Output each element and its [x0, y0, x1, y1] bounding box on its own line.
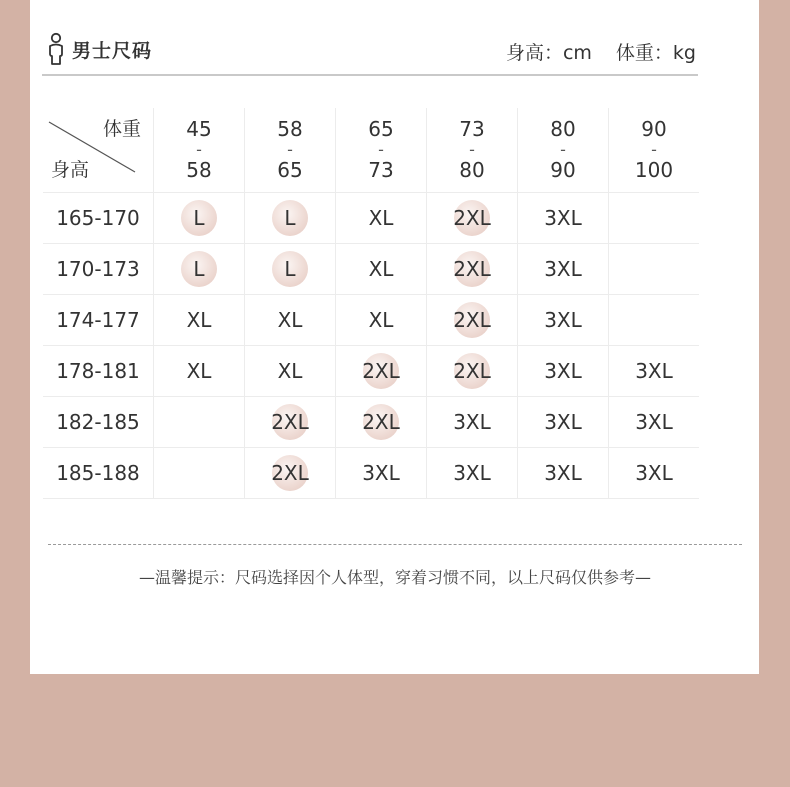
size-cell: [609, 346, 700, 397]
size-cell: [154, 397, 245, 448]
weight-to: 58: [186, 157, 212, 182]
height-unit-label: 身高：cm: [505, 42, 592, 64]
weight-separator: -: [469, 139, 475, 159]
weight-from: 73: [459, 116, 485, 141]
size-value: L: [284, 257, 296, 281]
size-cell: [154, 244, 245, 295]
size-cell: [336, 448, 427, 499]
size-cell: [609, 193, 700, 244]
size-cell: [427, 397, 518, 448]
weight-from: 45: [186, 116, 212, 141]
size-value: L: [193, 257, 205, 281]
weight-range: [186, 116, 212, 182]
size-cell: [518, 346, 609, 397]
weight-from: 65: [368, 116, 394, 141]
size-cell: [154, 193, 245, 244]
table-row: [43, 244, 699, 295]
size-cell: [518, 397, 609, 448]
size-cell: [336, 193, 427, 244]
size-cell: [427, 244, 518, 295]
size-value: 3XL: [635, 410, 673, 434]
size-cell: [336, 295, 427, 346]
weight-separator: -: [651, 139, 657, 159]
table-row: [43, 193, 699, 244]
weight-separator: -: [560, 139, 566, 159]
weight-from: 80: [550, 116, 576, 141]
size-value: XL: [277, 308, 303, 332]
size-value: 3XL: [544, 257, 582, 281]
weight-unit-label: 体重：kg: [615, 42, 696, 64]
size-cell: [427, 346, 518, 397]
weight-to: 90: [550, 157, 576, 182]
size-value: 2XL: [362, 359, 400, 383]
weight-separator: -: [287, 139, 293, 159]
size-cell: [518, 295, 609, 346]
person-icon: [46, 32, 66, 66]
size-value: XL: [368, 257, 394, 281]
size-cell: [154, 295, 245, 346]
height-range-cell: 182-185: [43, 397, 154, 448]
table-row: [43, 397, 699, 448]
size-value: XL: [368, 206, 394, 230]
weight-range: [368, 116, 394, 182]
size-cell: [609, 295, 700, 346]
height-range-cell: 165-170: [43, 193, 154, 244]
table-row: [43, 346, 699, 397]
weight-range-header: [154, 108, 245, 193]
size-value: 2XL: [453, 206, 491, 230]
size-value: 2XL: [453, 257, 491, 281]
weight-from: 90: [641, 116, 667, 141]
weight-range-header: [518, 108, 609, 193]
size-value: 3XL: [544, 308, 582, 332]
size-value: 3XL: [453, 461, 491, 485]
size-value: 3XL: [635, 359, 673, 383]
weight-range: [634, 116, 674, 182]
size-cell: [609, 448, 700, 499]
dashed-divider: [48, 544, 742, 545]
weight-range-header: [336, 108, 427, 193]
size-cell: [336, 346, 427, 397]
weight-range-header: [609, 108, 700, 193]
corner-weight-label: 体重: [102, 118, 141, 140]
size-cell: [518, 244, 609, 295]
size-value: XL: [186, 308, 212, 332]
weight-separator: -: [196, 139, 202, 159]
size-value: XL: [368, 308, 394, 332]
size-value: XL: [186, 359, 212, 383]
weight-to: 80: [459, 157, 485, 182]
corner-cell: [43, 108, 154, 193]
size-value: 3XL: [362, 461, 400, 485]
size-cell: [518, 448, 609, 499]
weight-range: [550, 116, 576, 182]
size-cell: [336, 397, 427, 448]
size-cell: [154, 448, 245, 499]
size-cell: [427, 448, 518, 499]
size-chart-header: [42, 30, 698, 76]
size-value: 3XL: [544, 359, 582, 383]
weight-separator: -: [378, 139, 384, 159]
size-cell: [245, 244, 336, 295]
size-cell: [609, 397, 700, 448]
weight-header-row: [43, 108, 699, 193]
page-title: 男士尺码: [72, 40, 153, 62]
weight-range: [277, 116, 303, 182]
size-value: 2XL: [271, 461, 309, 485]
size-cell: [427, 295, 518, 346]
size-cell: [518, 193, 609, 244]
size-cell: [427, 193, 518, 244]
height-range-cell: 185-188: [43, 448, 154, 499]
size-cell: [245, 295, 336, 346]
weight-to: 100: [634, 157, 674, 182]
unit-legend: [506, 38, 696, 65]
size-value: XL: [277, 359, 303, 383]
size-value: 2XL: [362, 410, 400, 434]
height-range-cell: 178-181: [43, 346, 154, 397]
size-value: L: [193, 206, 205, 230]
size-tip: —温馨提示：尺码选择因个人体型，穿着习惯不同，以上尺码仅供参考—: [138, 568, 651, 587]
height-range-cell: 174-177: [43, 295, 154, 346]
size-value: 3XL: [453, 410, 491, 434]
weight-range-header: [245, 108, 336, 193]
size-cell: [154, 346, 245, 397]
size-value: 3XL: [544, 410, 582, 434]
height-range-cell: 170-173: [43, 244, 154, 295]
table-row: [43, 448, 699, 499]
size-value: 2XL: [453, 308, 491, 332]
weight-to: 65: [277, 157, 303, 182]
weight-from: 58: [277, 116, 303, 141]
weight-range: [459, 116, 485, 182]
size-cell: [245, 346, 336, 397]
size-cell: [336, 244, 427, 295]
size-value: 2XL: [271, 410, 309, 434]
size-value: 3XL: [544, 461, 582, 485]
weight-to: 73: [368, 157, 394, 182]
size-value: 2XL: [453, 359, 491, 383]
size-cell: [245, 448, 336, 499]
size-cell: [245, 193, 336, 244]
size-value: 3XL: [635, 461, 673, 485]
size-value: L: [284, 206, 296, 230]
table-row: [43, 295, 699, 346]
weight-range-header: [427, 108, 518, 193]
size-table: [43, 108, 699, 499]
size-cell: [245, 397, 336, 448]
corner-height-label: 身高: [51, 159, 90, 181]
size-value: 3XL: [544, 206, 582, 230]
size-cell: [609, 244, 700, 295]
